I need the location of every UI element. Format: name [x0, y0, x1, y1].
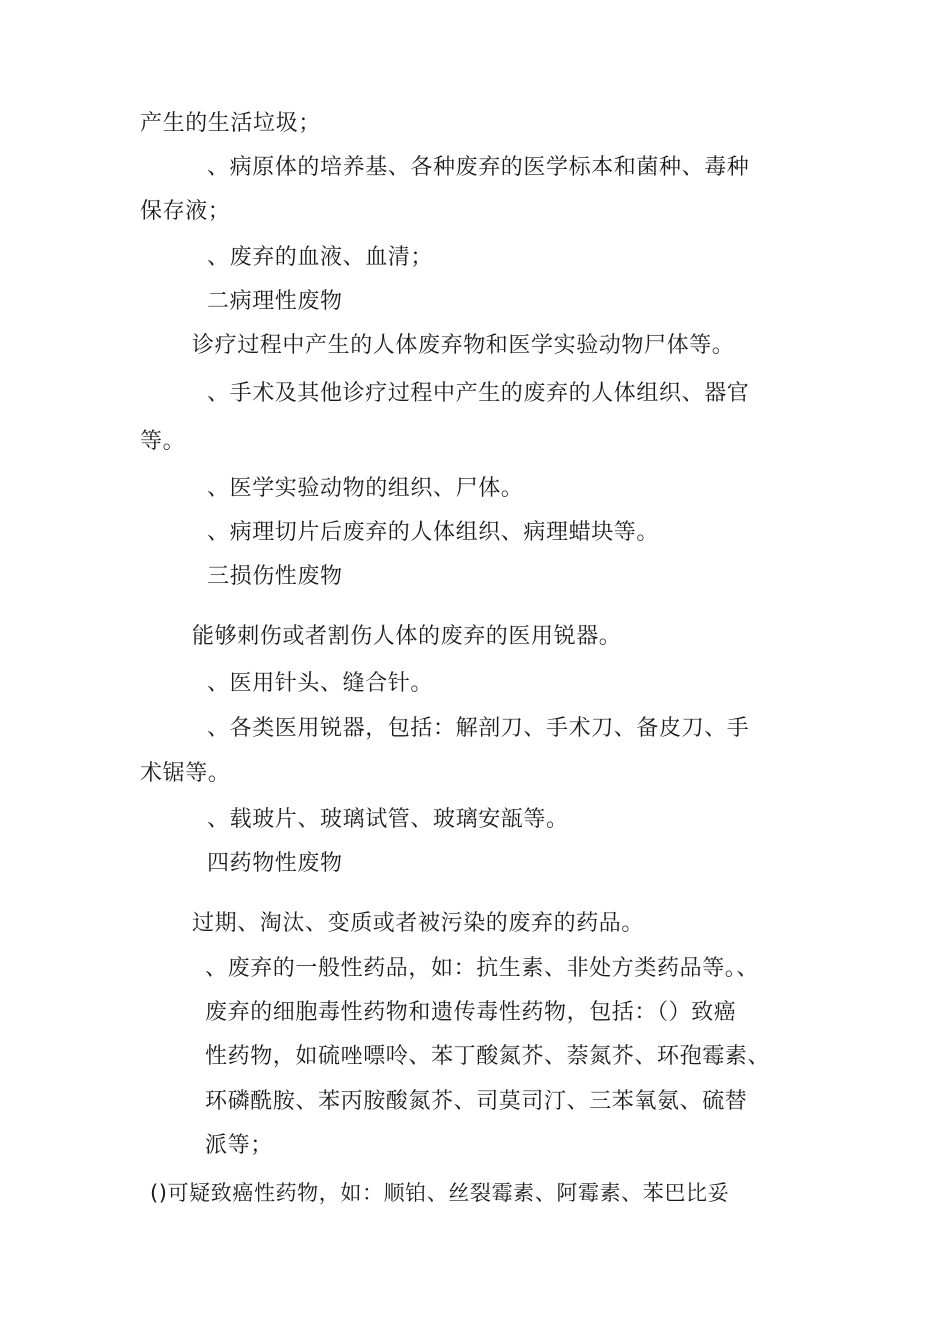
text-line-19: 、废弃的一般性药品，如：抗生素、非处方类药品等。、 [205, 956, 760, 981]
text-line-24: ()可疑致癌性药物，如：顺铂、丝裂霉素、阿霉素、苯巴比妥 [150, 1181, 730, 1205]
text-line-23: 派等； [205, 1133, 273, 1158]
text-line-12: 能够刺伤或者割伤人体的废弃的医用锐器。 [192, 624, 622, 649]
section-heading-pharmaceutical: 四药物性废物 [207, 851, 343, 876]
text-line-3: 保存液； [140, 199, 231, 224]
text-line-7: 、手术及其他诊疗过程中产生的废弃的人体组织、器官 [207, 381, 750, 406]
text-line-6: 诊疗过程中产生的人体废弃物和医学实验动物尸体等。 [192, 333, 735, 358]
text-line-1: 产生的生活垃圾； [140, 111, 321, 136]
text-line-9: 、医学实验动物的组织、尸体。 [207, 476, 524, 501]
text-line-18: 过期、淘汰、变质或者被污染的废弃的药品。 [192, 911, 645, 936]
text-line-22: 环磷酰胺、苯丙胺酸氮芥、司莫司汀、三苯氧氨、硫替 [205, 1089, 748, 1114]
text-line-4: 、废弃的血液、血清； [207, 245, 434, 270]
section-heading-pathological: 二病理性废物 [207, 289, 343, 314]
text-line-2: 、病原体的培养基、各种废弃的医学标本和菌种、毒种 [207, 155, 750, 180]
text-line-15: 术锯等。 [140, 761, 231, 786]
text-line-13: 、医用针头、缝合针。 [207, 671, 434, 696]
section-heading-injurious: 三损伤性废物 [207, 564, 343, 589]
text-line-10: 、病理切片后废弃的人体组织、病理蜡块等。 [207, 520, 660, 545]
text-line-20: 废弃的细胞毒性药物和遗传毒性药物，包括：（）致癌 [205, 1000, 737, 1025]
text-line-8: 等。 [140, 429, 186, 454]
text-line-16: 、载玻片、玻璃试管、玻璃安瓿等。 [207, 807, 569, 832]
text-line-14: 、各类医用锐器，包括：解剖刀、手术刀、备皮刀、手 [207, 716, 750, 741]
text-line-21: 性药物，如硫唑嘌呤、苯丁酸氮芥、萘氮芥、环孢霉素、 [205, 1044, 771, 1069]
